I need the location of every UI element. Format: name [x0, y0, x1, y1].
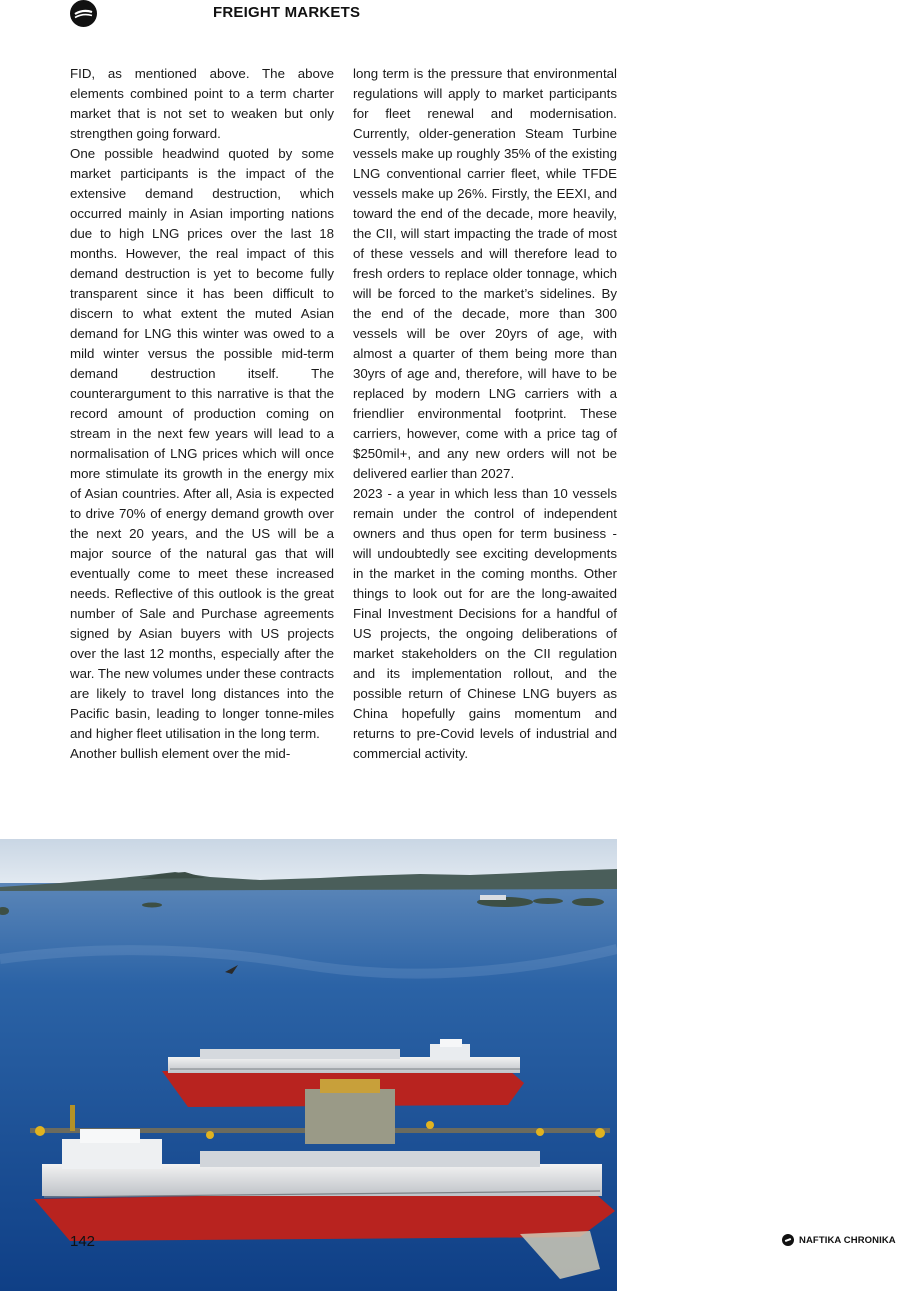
article-column-right — [353, 64, 617, 764]
paragraph: Another bullish element over the mid- — [70, 746, 291, 761]
article-column-left — [70, 64, 334, 764]
paragraph: long term is the pressure that environmental regulations will apply to market participants for fleet renewal and modernisation. Currently, older-generation Steam Turbine vessels make up roughly 35% of the existing LNG conventional carrier fleet, while TFDE vessels make up 26%. Firstly, the EEXI, and toward the end of the decade, more heavily, the CII, will start impacting the trade of most of these vessels and will therefore lead to fresh orders to replace older tonnage, which will be forced to the market’s sidelines. By the end of the decade, more than 300 vessels will be over 20yrs of age, with almost a quarter of them being more than 30yrs of age and, therefore, will have to be replaced by modern LNG carriers with a friendlier environmental footprint. These carriers, however, come with a price tag of $250mil+, and any new orders will not be delivered earlier than 2027. — [353, 66, 617, 481]
section-title: FREIGHT MARKETS — [213, 4, 361, 21]
paragraph: FID, as mentioned above. The above elements combined point to a term charter market that is not set to weaken but only strengthen going forward. — [70, 66, 334, 141]
naftika-logo-icon — [782, 1234, 794, 1246]
page-number: 142 — [70, 1233, 96, 1250]
lng-carriers-photo — [0, 839, 617, 1291]
brand-name: NAFTIKA CHRONIKA — [799, 1234, 896, 1246]
wave-logo-icon — [70, 0, 97, 27]
paragraph: One possible headwind quoted by some market participants is the impact of the extensive demand destruction, which occurred mainly in Asian importing nations due to high LNG prices over the last 18 months. However, the real impact of this demand destruction is yet to become fully transparent since it has been difficult to discern to what extent the muted Asian demand for LNG this winter was owed to a mild winter versus the possible mid-term demand destruction itself. The counterargument to this narrative is that the record amount of production coming on stream in the next few years will lead to a normalisation of LNG prices which will once more stimulate its growth in the energy mix of Asian countries. After all, Asia is expected to drive 70% of energy demand growth over the next 20 years, and the US will be a major source of the natural gas that will eventually come to meet these increased needs. Reflective of this outlook is the great number of Sale and Purchase agreements signed by Asian buyers with US projects over the last 12 months, especially after the war. The new volumes under these contracts are likely to travel long distances into the Pacific basin, leading to longer tonne-miles and higher fleet utilisation in the long term. — [70, 146, 334, 741]
brand-footer — [782, 1234, 896, 1246]
paragraph: 2023 - a year in which less than 10 vessels remain under the control of independent owners and thus open for term business - will undoubtedly see exciting developments in the market in the coming months. Other things to look out for are the long-awaited Final Investment Decisions for a handful of US projects, the ongoing deliberations of market stakeholders on the CII regulation and its implementation rollout, and the possible return of Chinese LNG buyers as China hopefully gains momentum and returns to pre-Covid levels of industrial and commercial activity. — [353, 486, 617, 761]
